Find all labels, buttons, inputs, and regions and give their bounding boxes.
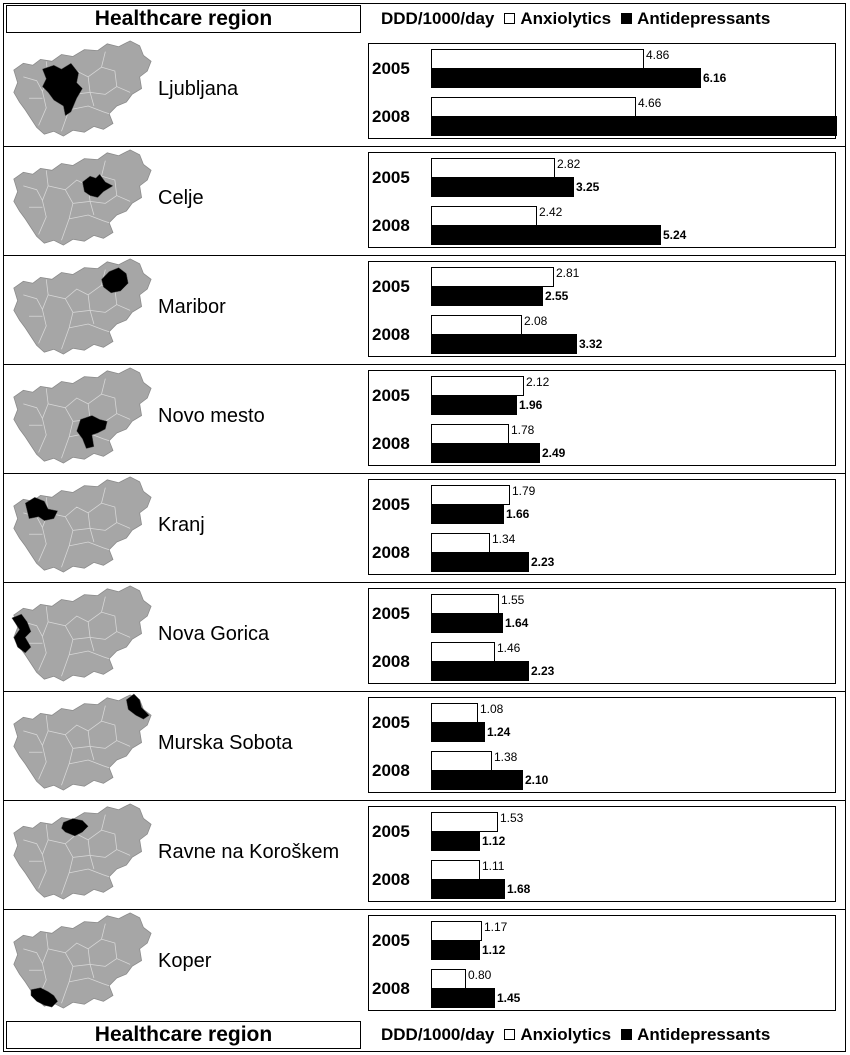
bar-antidepressants xyxy=(431,988,495,1008)
year-label: 2005 xyxy=(372,931,410,950)
antidepressants-swatch-icon xyxy=(621,1029,632,1040)
slovenia-map-icon xyxy=(10,801,153,903)
bar-antidepressants xyxy=(431,504,504,524)
header-legend xyxy=(381,5,770,33)
value-label-anxiolytics: 1.46 xyxy=(497,641,521,655)
year-label: 2005 xyxy=(372,59,410,78)
year-label: 2005 xyxy=(372,277,410,296)
value-label-antidepressants: 1.12 xyxy=(482,834,506,848)
slovenia-map-icon xyxy=(10,910,153,1012)
year-label: 2008 xyxy=(372,652,410,671)
bar-anxiolytics xyxy=(431,315,522,335)
year-label: 2008 xyxy=(372,761,410,780)
bar-antidepressants xyxy=(431,831,480,851)
bar-antidepressants xyxy=(431,722,485,742)
slovenia-map-icon xyxy=(10,365,153,467)
header-legend-anxiolytics: Anxiolytics xyxy=(520,9,612,28)
year-label: 2005 xyxy=(372,822,410,841)
value-label-anxiolytics: 2.81 xyxy=(556,266,580,280)
bar-antidepressants xyxy=(431,395,517,415)
bar-anxiolytics xyxy=(431,485,510,505)
value-label-antidepressants: 6.16 xyxy=(703,71,727,85)
value-label-anxiolytics: 1.53 xyxy=(500,811,524,825)
region-name: Ravne na Koroškem xyxy=(158,841,340,863)
bar-antidepressants xyxy=(431,68,701,88)
bar-antidepressants xyxy=(431,443,540,463)
value-label-antidepressants: 3.32 xyxy=(579,337,603,351)
slovenia-map-icon xyxy=(10,147,153,249)
value-label-antidepressants: 2.10 xyxy=(525,773,549,787)
region-name: Koper xyxy=(158,950,212,972)
bar-anxiolytics xyxy=(431,267,554,287)
value-label-anxiolytics: 2.82 xyxy=(557,157,581,171)
bar-anxiolytics xyxy=(431,49,644,69)
value-label-antidepressants: 5.24 xyxy=(663,228,687,242)
bar-antidepressants xyxy=(431,940,480,960)
year-label: 2005 xyxy=(372,604,410,623)
bar-anxiolytics xyxy=(431,860,480,880)
value-label-antidepressants: 3.25 xyxy=(576,180,600,194)
value-label-anxiolytics: 0.80 xyxy=(468,968,492,982)
year-label: 2008 xyxy=(372,107,410,126)
region-name: Ljubljana xyxy=(158,78,239,100)
year-label: 2008 xyxy=(372,325,410,344)
year-label: 2008 xyxy=(372,870,410,889)
bar-anxiolytics xyxy=(431,206,537,226)
header-unit: DDD/1000/day xyxy=(381,9,495,28)
value-label-anxiolytics: 1.79 xyxy=(512,484,536,498)
bar-anxiolytics xyxy=(431,533,490,553)
year-label: 2008 xyxy=(372,979,410,998)
value-label-anxiolytics: 1.34 xyxy=(492,532,516,546)
bar-antidepressants xyxy=(431,334,577,354)
year-label: 2005 xyxy=(372,713,410,732)
slovenia-map-icon xyxy=(10,474,153,576)
value-label-anxiolytics: 4.66 xyxy=(638,96,662,110)
value-label-antidepressants: 1.96 xyxy=(519,398,543,412)
year-label: 2008 xyxy=(372,543,410,562)
year-label: 2008 xyxy=(372,216,410,235)
value-label-anxiolytics: 2.08 xyxy=(524,314,548,328)
bar-antidepressants xyxy=(431,116,837,136)
slovenia-map-icon xyxy=(10,692,153,794)
bar-antidepressants xyxy=(431,879,505,899)
value-label-antidepressants: 2.23 xyxy=(531,664,555,678)
bar-antidepressants xyxy=(431,770,523,790)
region-name: Maribor xyxy=(158,296,226,318)
bar-anxiolytics xyxy=(431,703,478,723)
region-name: Murska Sobota xyxy=(158,732,293,754)
anxiolytics-swatch-icon xyxy=(504,13,515,24)
bar-antidepressants xyxy=(431,552,529,572)
map-outline xyxy=(14,368,151,463)
region-name: Nova Gorica xyxy=(158,623,270,645)
bar-antidepressants xyxy=(431,613,503,633)
bar-anxiolytics xyxy=(431,158,555,178)
bar-antidepressants xyxy=(431,286,543,306)
slovenia-map-icon xyxy=(10,256,153,358)
header-legend-antidepressants: Antidepressants xyxy=(637,9,771,28)
bar-anxiolytics xyxy=(431,424,509,444)
footer-legend xyxy=(381,1021,770,1049)
map-outline xyxy=(14,150,151,245)
footer-unit: DDD/1000/day xyxy=(381,1025,495,1044)
bar-anxiolytics xyxy=(431,969,466,989)
value-label-antidepressants: 1.68 xyxy=(507,882,531,896)
value-label-anxiolytics: 1.78 xyxy=(511,423,535,437)
bar-anxiolytics xyxy=(431,642,495,662)
value-label-anxiolytics: 1.08 xyxy=(480,702,504,716)
slovenia-map-icon xyxy=(10,583,153,685)
antidepressants-swatch-icon xyxy=(621,13,632,24)
value-label-antidepressants: 2.23 xyxy=(531,555,555,569)
value-label-antidepressants: 9.25 xyxy=(812,119,836,133)
region-name: Novo mesto xyxy=(158,405,265,427)
slovenia-map-icon xyxy=(10,38,153,140)
region-name: Celje xyxy=(158,187,204,209)
bar-anxiolytics xyxy=(431,594,499,614)
anxiolytics-swatch-icon xyxy=(504,1029,515,1040)
map-outline xyxy=(14,259,151,354)
value-label-antidepressants: 1.12 xyxy=(482,943,506,957)
footer-title: Healthcare region xyxy=(6,1021,361,1049)
region-name: Kranj xyxy=(158,514,205,536)
value-label-anxiolytics: 1.11 xyxy=(482,859,505,873)
value-label-anxiolytics: 2.12 xyxy=(526,375,550,389)
bar-antidepressants xyxy=(431,225,661,245)
bar-anxiolytics xyxy=(431,97,636,117)
bar-anxiolytics xyxy=(431,751,492,771)
value-label-anxiolytics: 1.17 xyxy=(484,920,508,934)
year-label: 2005 xyxy=(372,168,410,187)
value-label-anxiolytics: 1.38 xyxy=(494,750,518,764)
year-label: 2005 xyxy=(372,386,410,405)
value-label-antidepressants: 1.66 xyxy=(506,507,530,521)
value-label-antidepressants: 2.55 xyxy=(545,289,569,303)
value-label-anxiolytics: 2.42 xyxy=(539,205,563,219)
value-label-antidepressants: 2.49 xyxy=(542,446,566,460)
value-label-antidepressants: 1.64 xyxy=(505,616,529,630)
footer-legend-anxiolytics: Anxiolytics xyxy=(520,1025,612,1044)
bar-anxiolytics xyxy=(431,921,482,941)
map-outline xyxy=(14,477,151,572)
footer-legend-antidepressants: Antidepressants xyxy=(637,1025,771,1044)
year-label: 2005 xyxy=(372,495,410,514)
bar-anxiolytics xyxy=(431,812,498,832)
header-title: Healthcare region xyxy=(6,5,361,33)
value-label-anxiolytics: 4.86 xyxy=(646,48,670,62)
map-outline xyxy=(14,804,151,899)
bar-antidepressants xyxy=(431,177,574,197)
value-label-antidepressants: 1.24 xyxy=(487,725,511,739)
bar-anxiolytics xyxy=(431,376,524,396)
map-outline xyxy=(14,586,151,681)
value-label-antidepressants: 1.45 xyxy=(497,991,521,1005)
year-label: 2008 xyxy=(372,434,410,453)
value-label-anxiolytics: 1.55 xyxy=(501,593,525,607)
bar-antidepressants xyxy=(431,661,529,681)
